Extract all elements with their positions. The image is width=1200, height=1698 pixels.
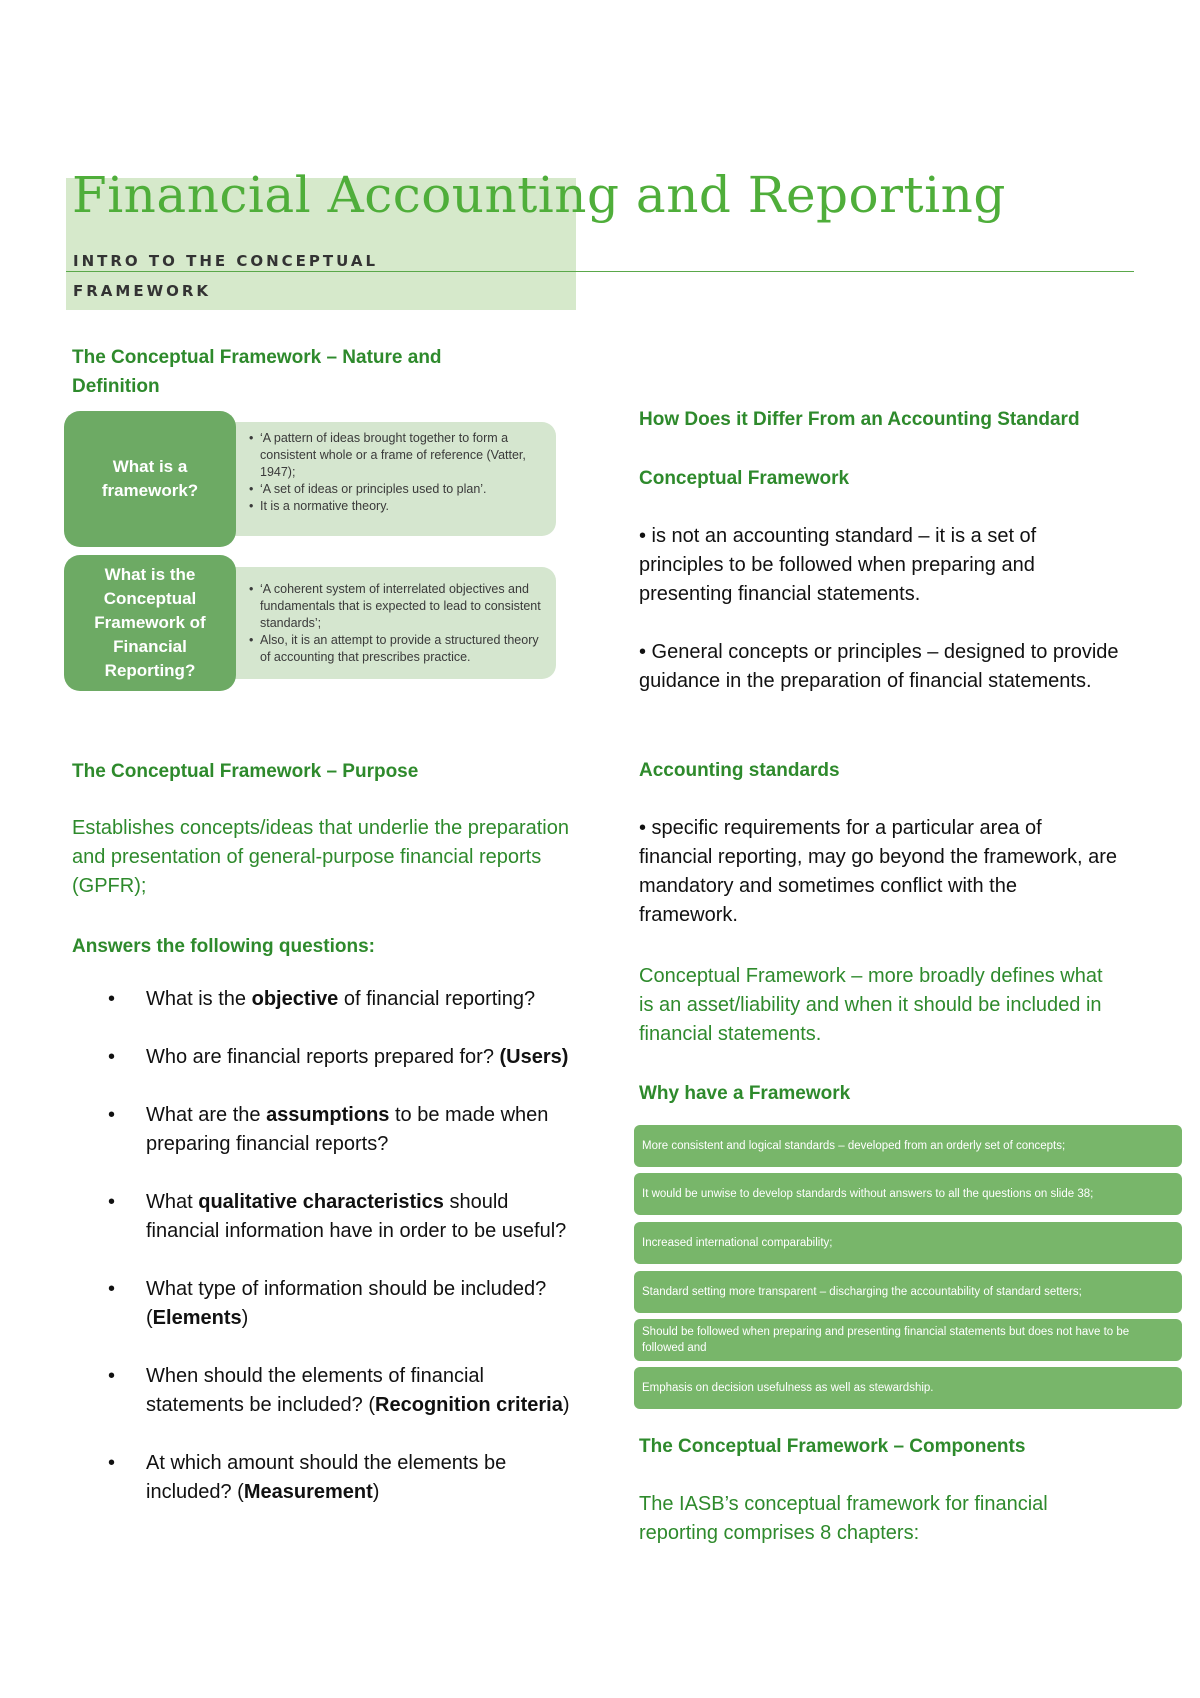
- list-item: • When should the elements of financial statements be included? (Recognition criteria): [106, 1362, 576, 1420]
- definition-point: • It is a normative theory.: [260, 498, 546, 515]
- as-point: • specific requirements for a particular area of financial reporting, may go beyond the framework, are mandatory and sometimes conflict with the framework.: [639, 817, 1118, 926]
- definition-point: • ‘A set of ideas or principles used to plan’.: [260, 481, 546, 498]
- reason-bar: It would be unwise to develop standards without answers to all the questions on slide 38;: [634, 1173, 1182, 1215]
- components-text: The IASB’s conceptual framework for financial reporting comprises 8 chapters:: [639, 1493, 1048, 1544]
- reason-bar: More consistent and logical standards – developed from an orderly set of concepts;: [634, 1125, 1182, 1167]
- reason-bar: Standard setting more transparent – discharging the accountability of standard setters;: [634, 1271, 1182, 1313]
- as-heading: Accounting standards: [639, 760, 840, 781]
- cf-point-1: • is not an accounting standard – it is a set of principles to be followed when preparing and presenting financial statements.: [639, 525, 1037, 605]
- reason-bar: Should be followed when preparing and presenting financial statements but does not have to be followed and: [634, 1319, 1182, 1361]
- questions-heading: Answers the following questions:: [72, 936, 375, 957]
- nature-heading-line2: Definition: [72, 376, 160, 397]
- nature-heading-line1: The Conceptual Framework – Nature and: [72, 347, 442, 368]
- list-item: • Who are financial reports prepared for? (Users): [106, 1043, 576, 1072]
- definition-panel: [214, 422, 556, 536]
- definition-point: • Also, it is an attempt to provide a structured theory of accounting that prescribes practice.: [260, 632, 546, 666]
- components-heading: The Conceptual Framework – Components: [639, 1436, 1026, 1457]
- list-item: • What type of information should be included? (Elements): [106, 1275, 576, 1333]
- list-item: • At which amount should the elements be included? (Measurement): [106, 1449, 576, 1507]
- differ-heading: How Does it Differ From an Accounting Standard: [639, 409, 1080, 430]
- why-heading: Why have a Framework: [639, 1083, 851, 1104]
- list-item: • What are the assumptions to be made when preparing financial reports?: [106, 1101, 576, 1159]
- definition-point: • ‘A pattern of ideas brought together to form a consistent whole or a frame of reference (Vatter, 1947);: [260, 430, 546, 481]
- cf-broad-text: Conceptual Framework – more broadly defines what is an asset/liability and when it should be included in financial statements.: [639, 965, 1103, 1045]
- definition-panel: [214, 567, 556, 679]
- purpose-heading: The Conceptual Framework – Purpose: [72, 761, 419, 782]
- page-title: Financial Accounting and Reporting: [72, 166, 1006, 224]
- questions-list: [106, 985, 576, 1536]
- purpose-text: Establishes concepts/ideas that underlie the preparation and presentation of general-purpose financial reports (GPFR);: [72, 817, 569, 897]
- definition-framework: [64, 411, 556, 547]
- subtitle-line1: INTRO TO THE CONCEPTUAL: [73, 252, 379, 270]
- cf-heading: Conceptual Framework: [639, 468, 850, 489]
- definition-question-box: What is a framework?: [64, 411, 236, 547]
- definition-question-box: What is the Conceptual Framework of Financial Reporting?: [64, 555, 236, 691]
- subtitle-line2: FRAMEWORK: [73, 282, 212, 300]
- reason-bar: Increased international comparability;: [634, 1222, 1182, 1264]
- title-divider: [66, 271, 1134, 272]
- nature-heading: [72, 343, 572, 401]
- list-item: • What is the objective of financial reporting?: [106, 985, 576, 1014]
- definition-point: • ‘A coherent system of interrelated objectives and fundamentals that is expected to lead to consistent standards’;: [260, 581, 546, 632]
- reason-bar: Emphasis on decision usefulness as well as stewardship.: [634, 1367, 1182, 1409]
- list-item: • What qualitative characteristics should financial information have in order to be useful?: [106, 1188, 576, 1246]
- cf-point-2: • General concepts or principles – designed to provide guidance in the preparation of financial statements.: [639, 641, 1119, 692]
- definition-conceptual-framework: [64, 555, 556, 691]
